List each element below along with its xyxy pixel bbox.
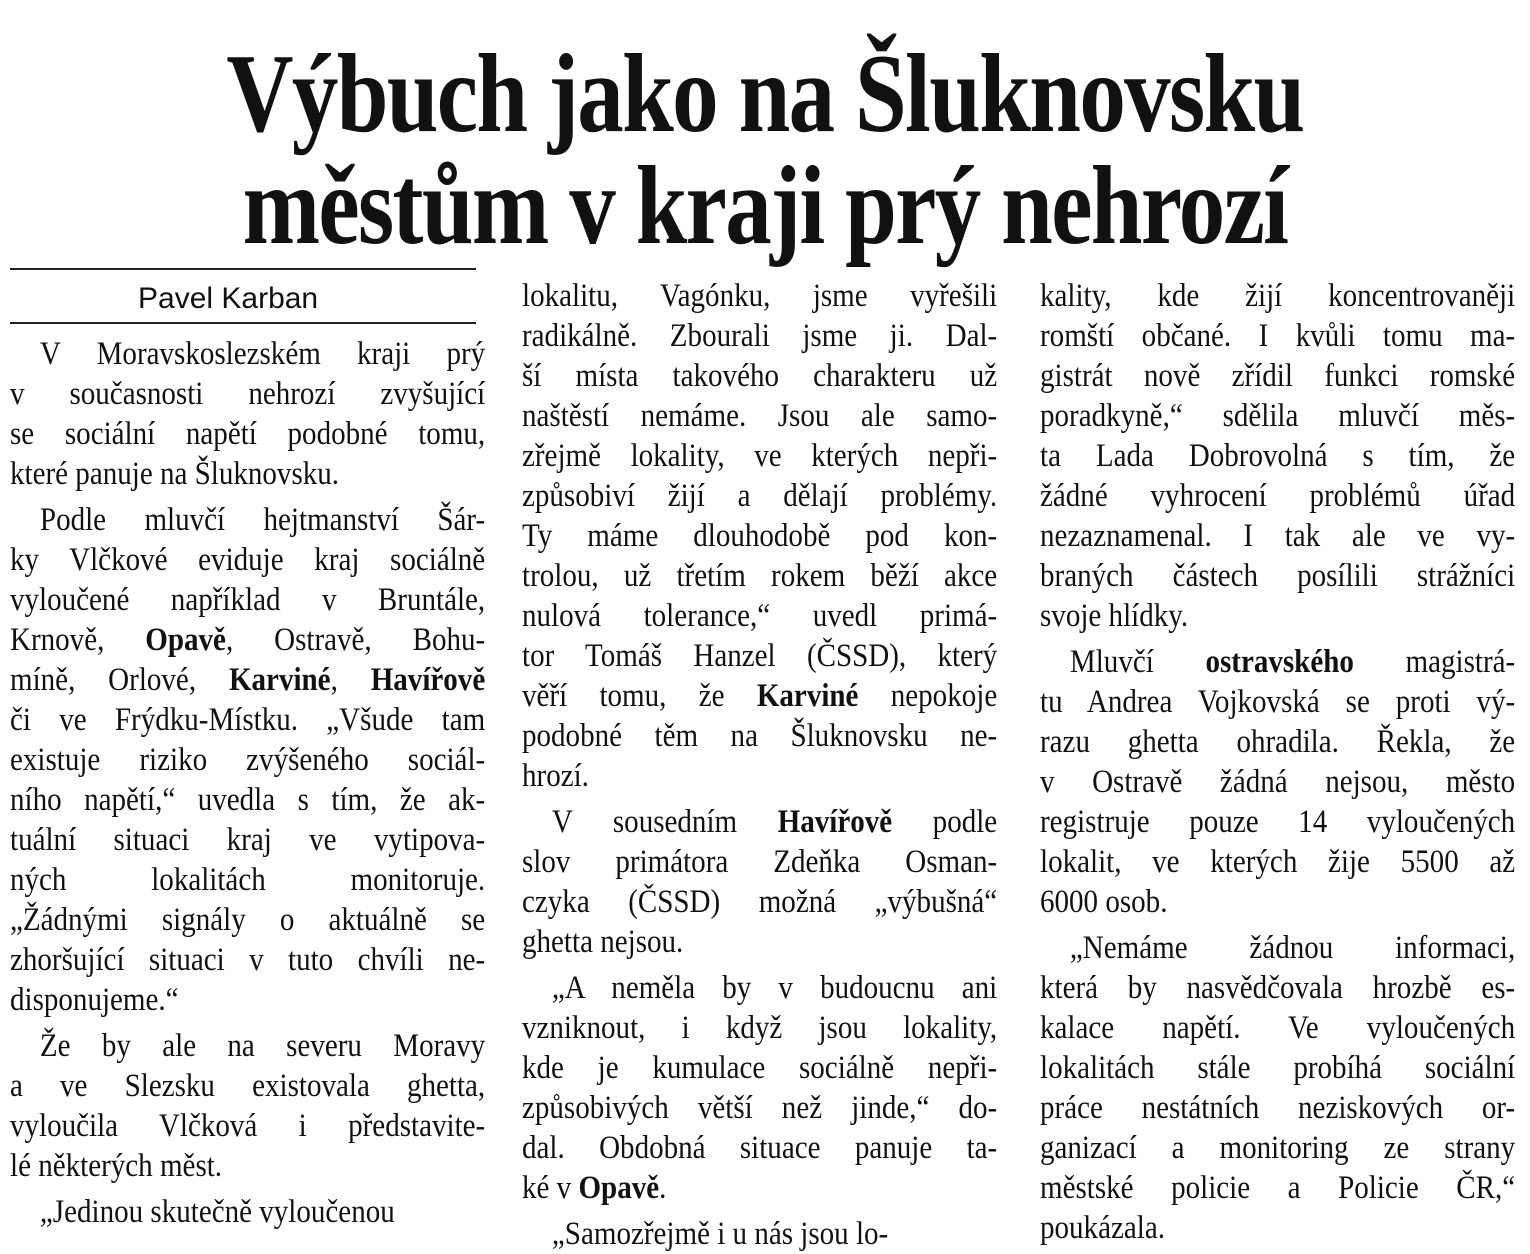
text-line: kalace napětí. Ve vyloučených <box>1040 1010 1516 1046</box>
text-line: v Ostravě žádná nejsou, město <box>1040 764 1516 800</box>
headline-line-1: Výbuch jako na Šluknovsku <box>226 32 1304 156</box>
text-line: radikálně. Zbourali jsme ji. Dal- <box>522 318 998 354</box>
text-line: „Nemáme žádnou informaci, <box>1069 930 1516 966</box>
text-line: dal. Obdobná situace panuje ta- <box>522 1130 998 1166</box>
text-line: braných částech posílili strážníci <box>1040 558 1516 594</box>
text-line: a ve Slezsku existovala ghetta, <box>10 1068 486 1104</box>
text-line: lokalitu, Vagónku, jsme vyřešili <box>522 278 998 314</box>
text-line: poukázala. <box>1040 1210 1165 1246</box>
text-line: „A neměla by v budoucnu ani <box>551 970 998 1006</box>
text-line: V sousedním Havířově podle <box>551 804 998 840</box>
text-line: ghetta nejsou. <box>522 924 684 960</box>
bold-place-name: ostravského <box>1205 644 1354 680</box>
paragraph <box>522 968 997 1208</box>
text-line: trolou, už třetím rokem běží akce <box>522 558 998 594</box>
text-line: ké v Opavě. <box>522 1170 667 1206</box>
text-line: Krnově, Opavě, Ostravě, Bohu- <box>10 622 486 658</box>
column-1-text <box>10 334 485 1232</box>
text-line: tu Andrea Vojkovská se proti vý- <box>1040 684 1516 720</box>
paragraph <box>1040 928 1515 1248</box>
text-line: V Moravskoslezském kraji prý <box>39 336 486 372</box>
text-line: ganizací a monitoring ze strany <box>1040 1130 1516 1166</box>
bold-place-name: Opavě <box>578 1170 660 1206</box>
text-line: czyka (ČSSD) možná „výbušná“ <box>522 884 998 920</box>
text-line: „Samozřejmě i u nás jsou lo- <box>551 1216 889 1252</box>
text-line: v současnosti nehrozí zvyšující <box>10 376 486 412</box>
article-column-1 <box>10 268 494 1230</box>
text-line: „Jedinou skutečně vyloučenou <box>39 1194 395 1230</box>
text-line: zhoršující situaci v tuto chvíli ne- <box>10 942 486 978</box>
text-line: naštěstí nemáme. Jsou ale samo- <box>522 398 998 434</box>
text-line: městské policie a Policie ČR,“ <box>1040 1170 1516 1206</box>
headline-line-2: městům v kraji prý nehrozí <box>242 144 1288 268</box>
text-line: způsobivých větší než jinde,“ do- <box>522 1090 998 1126</box>
text-line: existuje riziko zvýšeného sociál- <box>10 742 486 778</box>
text-line: 6000 osob. <box>1040 884 1168 920</box>
text-line: se sociální napětí podobné tomu, <box>10 416 486 452</box>
text-line: poradkyně,“ sdělila mluvčí měs- <box>1040 398 1516 434</box>
text-line: věří tomu, že Karviné nepokoje <box>522 678 998 714</box>
text-line: způsobiví žijí a dělají problémy. <box>522 478 998 514</box>
text-line: ky Vlčkové eviduje kraj sociálně <box>10 542 486 578</box>
text-line: Že by ale na severu Moravy <box>39 1028 486 1064</box>
text-line: razu ghetta ohradila. Řekla, že <box>1040 724 1516 760</box>
bold-place-name: Karviné <box>756 678 859 714</box>
paragraph <box>522 802 997 962</box>
author-rule-bottom <box>10 322 476 324</box>
paragraph <box>10 1026 485 1186</box>
text-line: nulová tolerance,“ uvedl primá- <box>522 598 998 634</box>
paragraph <box>1040 276 1515 636</box>
text-line: lé některých měst. <box>10 1148 223 1184</box>
text-line: slov primátora Zdeňka Osman- <box>522 844 998 880</box>
text-line: Mluvčí ostravského magistrá- <box>1069 644 1516 680</box>
text-line: vyloučené například v Bruntále, <box>10 582 486 618</box>
text-line: registruje pouze 14 vyloučených <box>1040 804 1516 840</box>
text-line: kde je kumulace sociálně nepři- <box>522 1050 998 1086</box>
article-column-3 <box>1040 276 1524 1246</box>
text-line: romští občané. I kvůli tomu ma- <box>1040 318 1516 354</box>
text-line: Ty máme dlouhodobě pod kon- <box>522 518 998 554</box>
text-line: vyloučila Vlčková i představite- <box>10 1108 486 1144</box>
paragraph <box>10 1192 485 1232</box>
author-byline: Pavel Karban <box>138 282 319 315</box>
paragraph <box>10 334 485 494</box>
text-line: disponujeme.“ <box>10 982 179 1018</box>
text-line: svoje hlídky. <box>1040 598 1189 634</box>
text-line: nezaznamenal. I tak ale ve vy- <box>1040 518 1516 554</box>
text-line: práce nestátních neziskových or- <box>1040 1090 1516 1126</box>
text-line: míně, Orlové, Karviné, Havířově <box>10 662 486 698</box>
column-2-text <box>522 276 997 1254</box>
text-line: ního napětí,“ uvedla s tím, že ak- <box>10 782 486 818</box>
text-line: tor Tomáš Hanzel (ČSSD), který <box>522 638 998 674</box>
text-line: lokalit, ve kterých žije 5500 až <box>1040 844 1516 880</box>
text-line: vzniknout, i když jsou lokality, <box>522 1010 998 1046</box>
paragraph <box>1040 642 1515 922</box>
text-line: lokalitách stále probíhá sociální <box>1040 1050 1516 1086</box>
text-line: „Žádnými signály o aktuálně se <box>10 902 486 938</box>
text-line: která by nasvědčovala hrozbě es- <box>1040 970 1516 1006</box>
bold-place-name: Opavě <box>145 622 226 658</box>
article-column-2 <box>522 276 1006 1252</box>
text-line: Podle mluvčí hejtmanství Šár- <box>39 502 486 538</box>
text-line: kality, kde žijí koncentrovaněji <box>1040 278 1516 314</box>
text-line: hrozí. <box>522 758 589 794</box>
headline <box>130 32 1400 268</box>
paragraph <box>522 276 997 796</box>
column-3-text <box>1040 276 1515 1248</box>
text-line: žádné vyhrocení problémů úřad <box>1040 478 1516 514</box>
text-line: podobné těm na Šluknovsku ne- <box>522 718 998 754</box>
bold-place-name: Havířově <box>777 804 893 840</box>
text-line: které panuje na Šluknovsku. <box>10 456 340 492</box>
bold-place-name: Karviné <box>228 662 331 698</box>
paragraph <box>522 1214 997 1254</box>
text-line: či ve Frýdku-Místku. „Všude tam <box>10 702 486 738</box>
text-line: tuální situaci kraj ve vytipova- <box>10 822 486 858</box>
text-line: ných lokalitách monitoruje. <box>10 862 486 898</box>
text-line: ta Lada Dobrovolná s tím, že <box>1040 438 1516 474</box>
bold-place-name: Havířově <box>370 662 486 698</box>
text-line: ší místa takového charakteru už <box>522 358 998 394</box>
paragraph <box>10 500 485 1020</box>
text-line: zřejmě lokality, ve kterých nepři- <box>522 438 998 474</box>
text-line: gistrát nově zřídil funkci romské <box>1040 358 1516 394</box>
